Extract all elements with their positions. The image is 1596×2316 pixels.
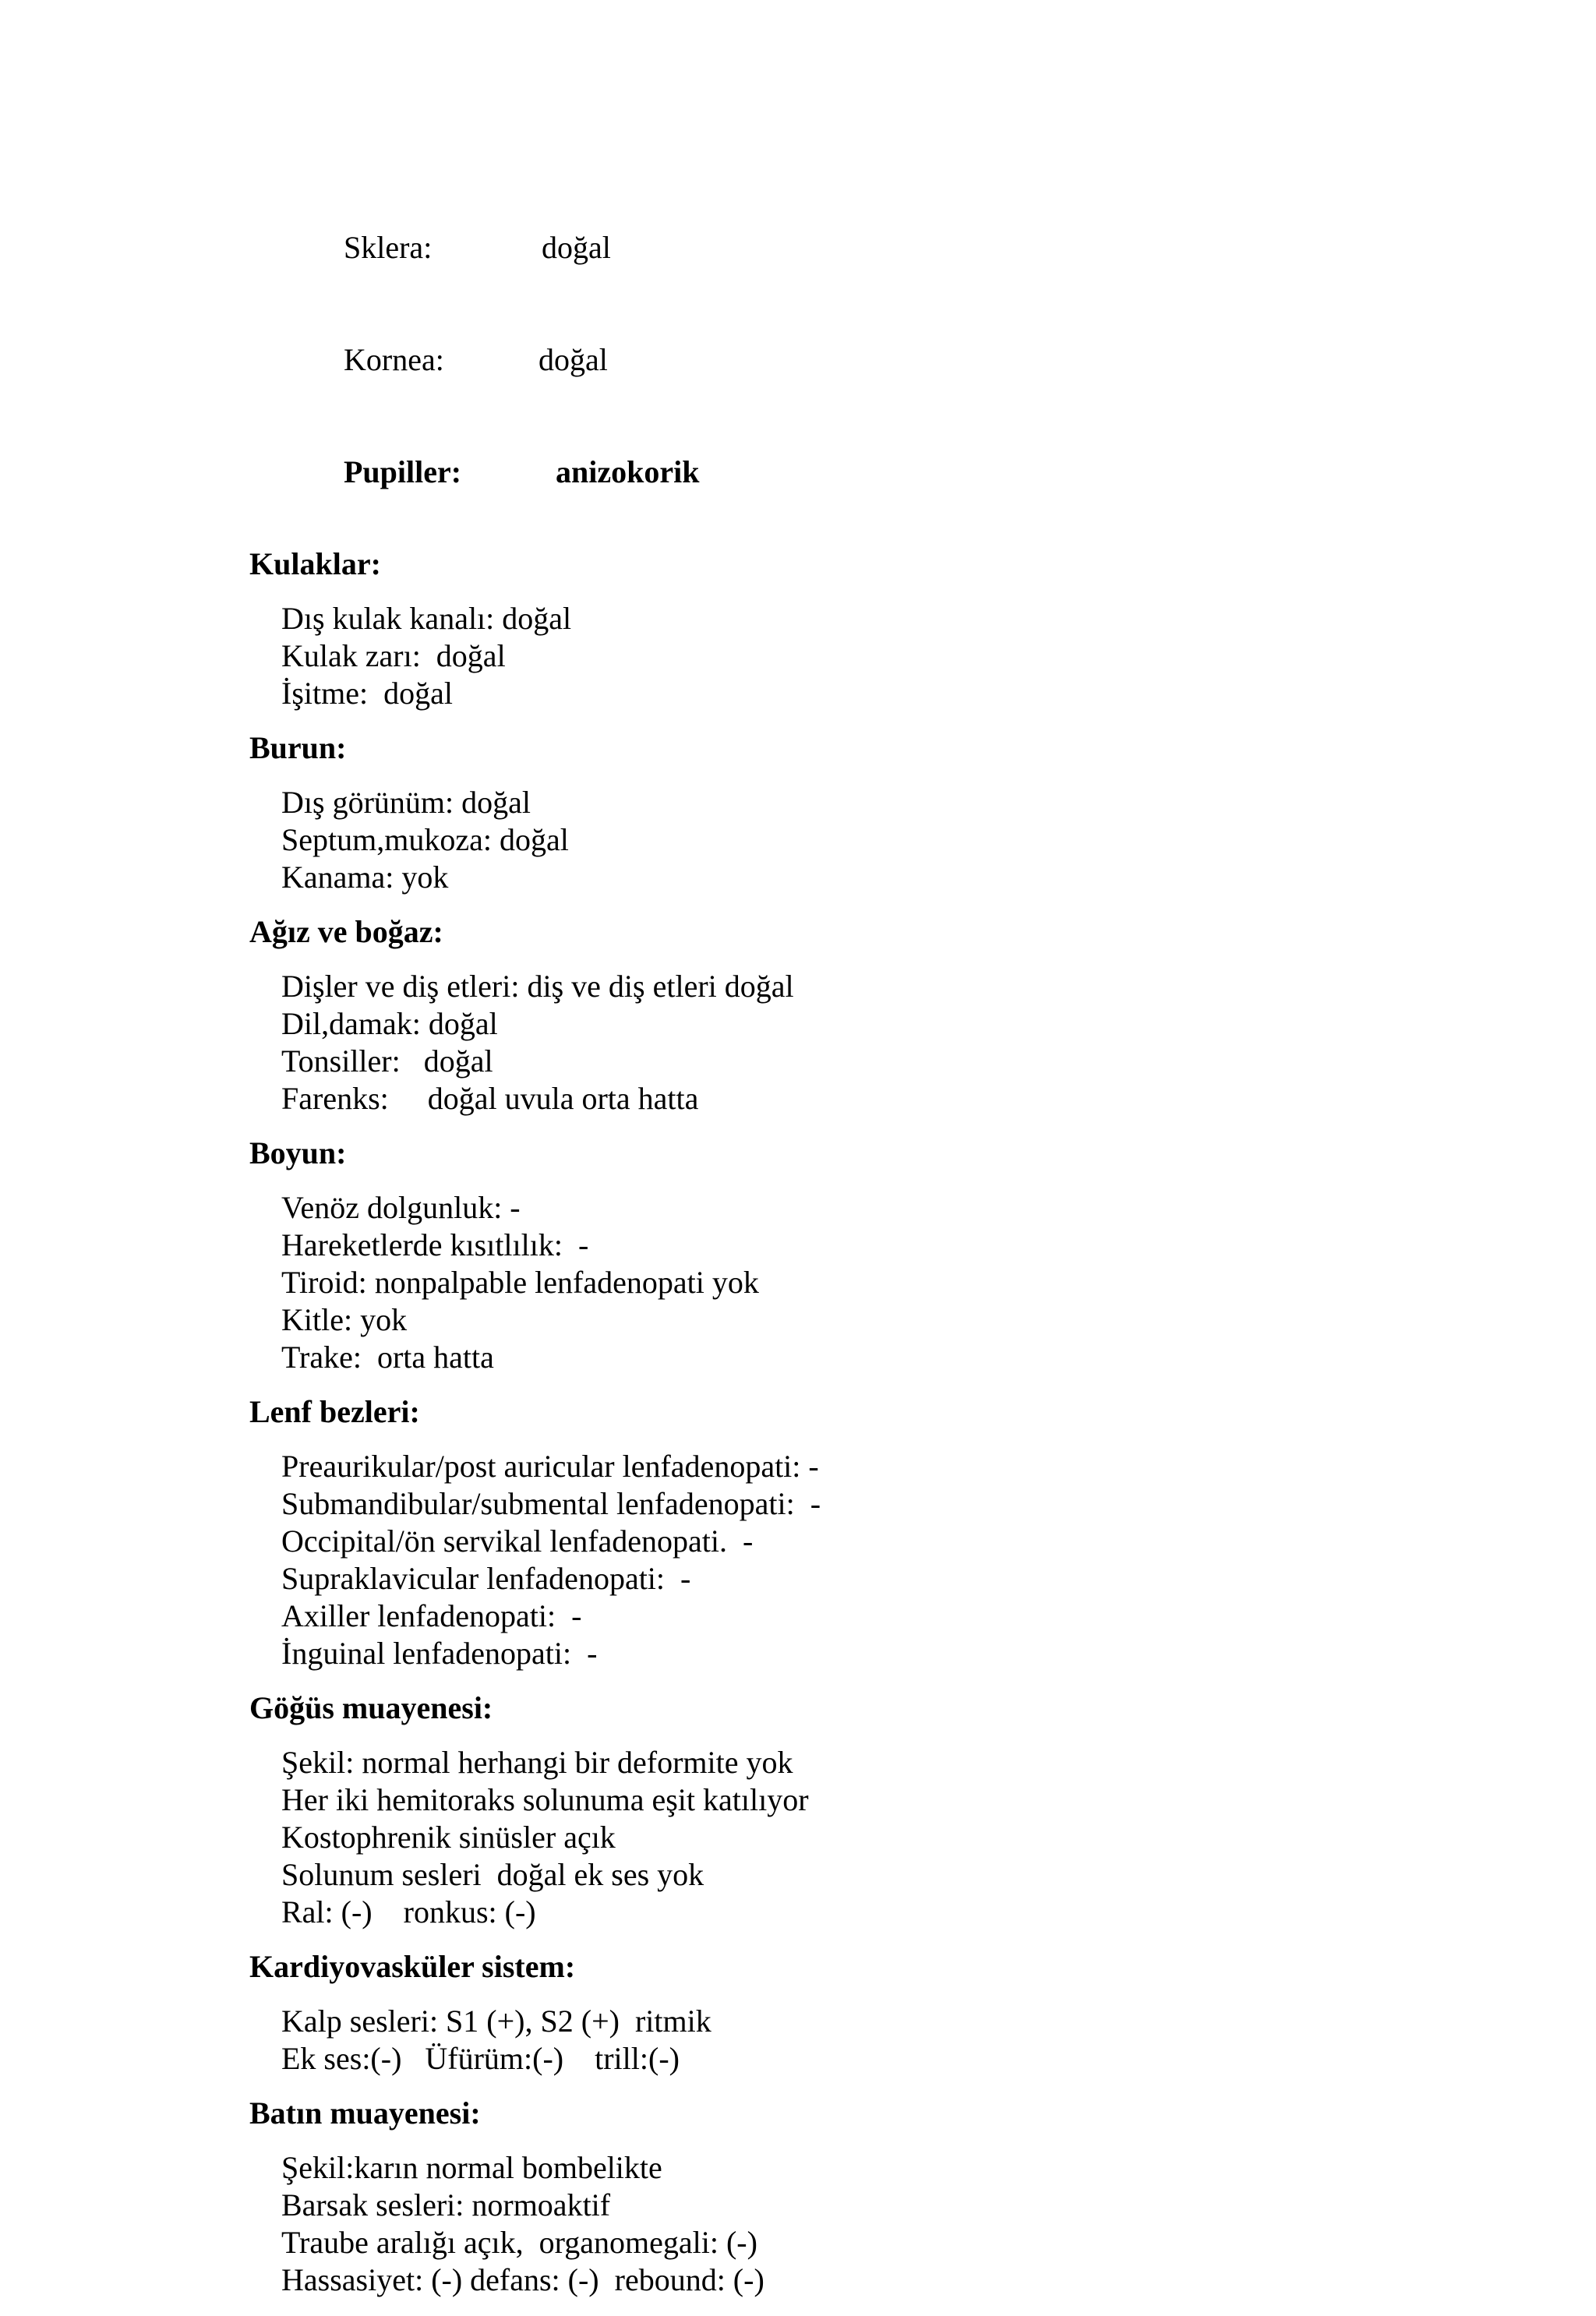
exam-section [249, 1393, 1418, 1672]
exam-line: Şekil: normal herhangi bir deformite yok [281, 1745, 793, 1780]
exam-label: Pupiller: [344, 454, 462, 489]
exam-line: İşitme: doğal [281, 676, 453, 711]
section-lines [281, 1744, 1418, 1931]
exam-line: Dış görünüm: doğal [281, 785, 531, 820]
exam-label: Sklera: [344, 230, 433, 265]
exam-line: Septum,mukoza: doğal [281, 822, 569, 857]
exam-line: İnguinal lenfadenopati: - [281, 1636, 598, 1671]
exam-sections [249, 545, 1418, 2299]
exam-line: Ral: (-) ronkus: (-) [281, 1894, 536, 1929]
exam-line: Hareketlerde kısıtlılık: - [281, 1227, 589, 1262]
exam-line: Şekil:karın normal bombelikte [281, 2150, 662, 2185]
section-lines [281, 968, 1418, 1117]
section-heading: Ağız ve boğaz: [249, 914, 443, 949]
exam-line: Kostophrenik sinüsler açık [281, 1820, 616, 1855]
exam-line: Dil,damak: doğal [281, 1006, 498, 1041]
exam-line: Her iki hemitoraks solunuma eşit katılıyor [281, 1782, 809, 1817]
exam-section [249, 2095, 1418, 2299]
exam-line: Kitle: yok [281, 1302, 408, 1337]
section-lines [281, 784, 1418, 896]
exam-line: Trake: orta hatta [281, 1340, 494, 1375]
exam-line-kornea [281, 304, 1418, 416]
exam-value: doğal [538, 342, 608, 377]
section-heading: Batın muayenesi: [249, 2095, 481, 2131]
section-lines [281, 2003, 1418, 2078]
section-lines [281, 1448, 1418, 1672]
exam-line: Supraklavicular lenfadenopati: - [281, 1561, 691, 1596]
exam-line: Tiroid: nonpalpable lenfadenopati yok [281, 1265, 759, 1300]
exam-value: anizokorik [556, 454, 700, 489]
section-heading: Lenf bezleri: [249, 1394, 420, 1429]
exam-label: Kornea: [344, 342, 444, 377]
exam-line: Dış kulak kanalı: doğal [281, 601, 572, 636]
exam-section [249, 1689, 1418, 1931]
exam-line: Ek ses:(-) Üfürüm:(-) trill:(-) [281, 2041, 680, 2076]
section-heading: Burun: [249, 730, 347, 765]
exam-line: Kalp sesleri: S1 (+), S2 (+) ritmik [281, 2004, 711, 2039]
exam-line: Kanama: yok [281, 860, 449, 895]
exam-line: Preaurikular/post auricular lenfadenopati: - [281, 1449, 819, 1484]
exam-section [249, 913, 1418, 1117]
exam-line: Venöz dolgunluk: - [281, 1190, 521, 1225]
section-heading: Kardiyovasküler sistem: [249, 1949, 576, 1984]
exam-line: Traube aralığı açık, organomegali: (-) [281, 2225, 757, 2260]
section-heading: Kulaklar: [249, 546, 381, 581]
exam-line: Farenks: doğal uvula orta hatta [281, 1081, 699, 1116]
exam-line: Hassasiyet: (-) defans: (-) rebound: (-) [281, 2262, 764, 2297]
exam-section [249, 729, 1418, 896]
section-lines [281, 1189, 1418, 1376]
exam-report [249, 192, 1418, 2316]
eye-exam-lines [281, 192, 1418, 528]
exam-section [249, 1135, 1418, 1376]
exam-line: Barsak sesleri: normoaktif [281, 2187, 611, 2222]
exam-line: Solunum sesleri doğal ek ses yok [281, 1857, 704, 1892]
section-lines [281, 2149, 1418, 2299]
exam-line: Dişler ve diş etleri: diş ve diş etleri doğal [281, 969, 794, 1004]
exam-line: Tonsiller: doğal [281, 1043, 493, 1079]
exam-line-pupiller [281, 416, 1418, 528]
exam-line: Axiller lenfadenopati: - [281, 1598, 582, 1633]
exam-line-sklera [281, 192, 1418, 304]
section-heading: Boyun: [249, 1135, 347, 1170]
section-lines [281, 600, 1418, 712]
exam-section [249, 1948, 1418, 2078]
exam-line: Submandibular/submental lenfadenopati: - [281, 1486, 821, 1521]
section-heading: Göğüs muayenesi: [249, 1690, 493, 1725]
exam-line: Occipital/ön servikal lenfadenopati. - [281, 1523, 754, 1559]
exam-value: doğal [542, 230, 611, 265]
exam-section [249, 545, 1418, 712]
exam-line: Kulak zarı: doğal [281, 638, 506, 673]
